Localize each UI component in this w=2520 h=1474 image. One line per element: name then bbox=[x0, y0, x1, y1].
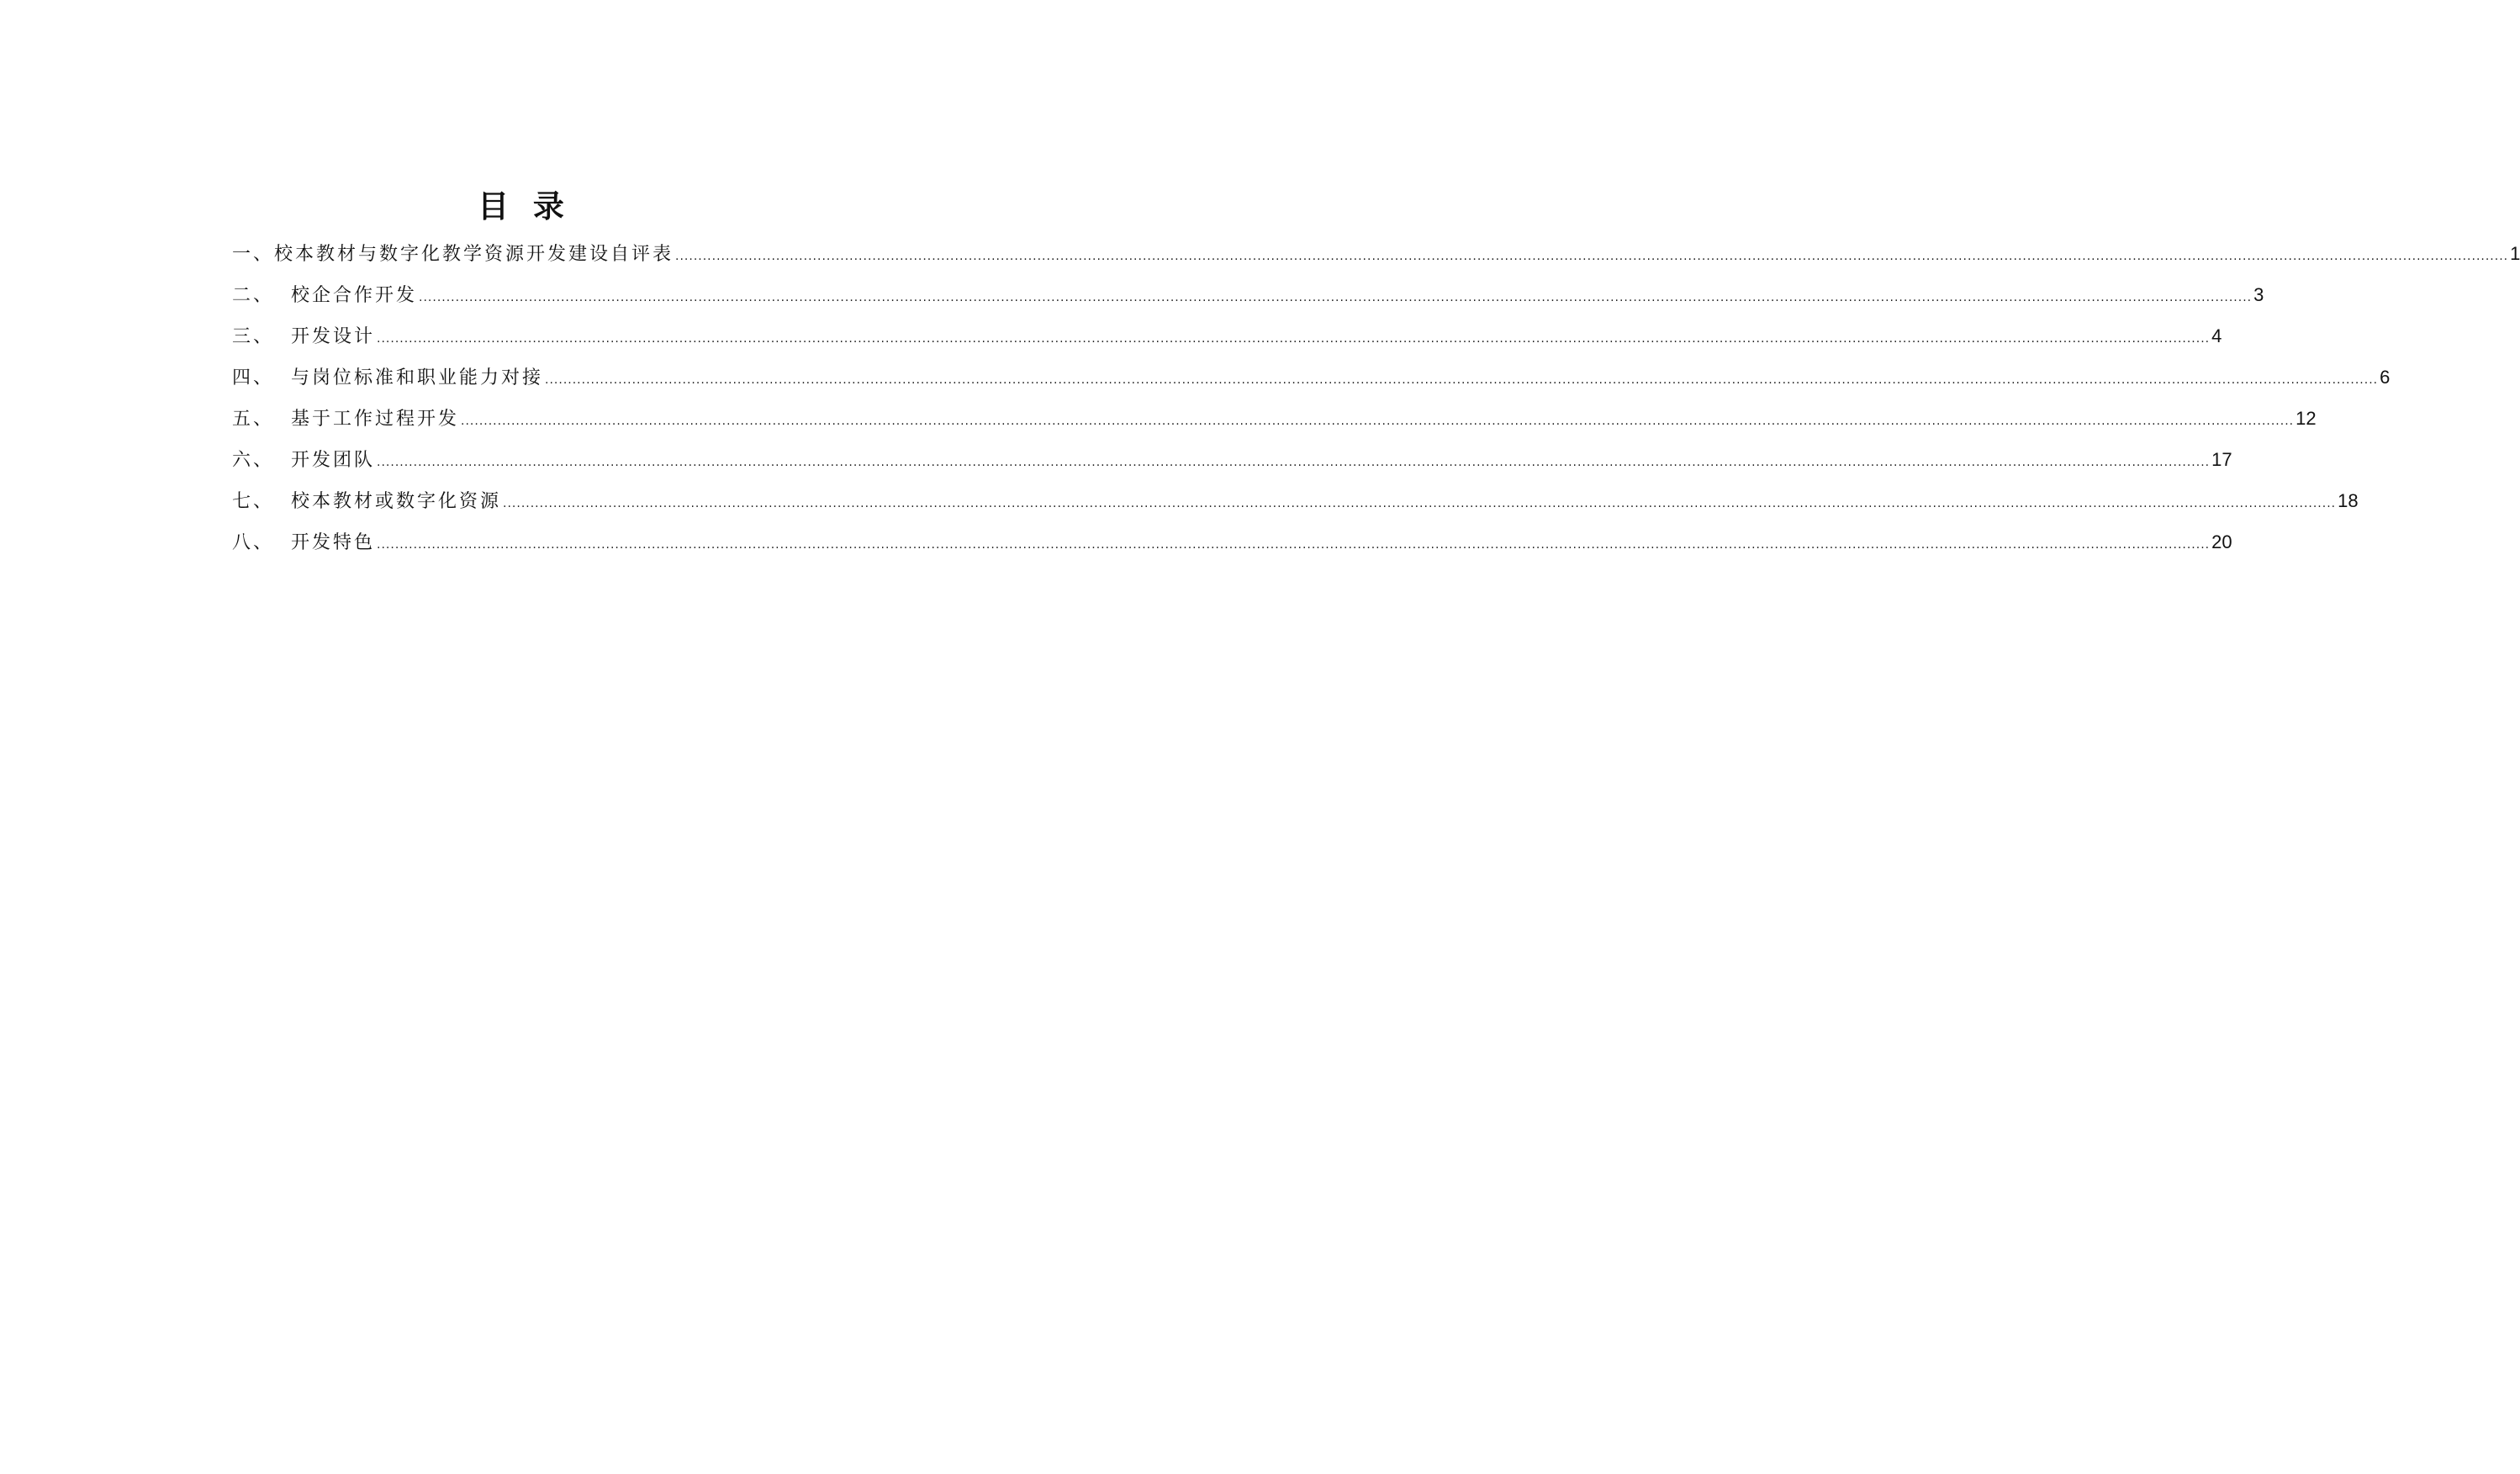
toc-leader-dots: ................................................................................................................................................................................................................................................................................................................................................................................................................ bbox=[419, 291, 2253, 304]
toc-entry-title: 校本教材或数字化资源 bbox=[291, 491, 502, 512]
toc-entry-number: 五、 bbox=[232, 409, 291, 430]
toc-entry[interactable] bbox=[232, 404, 2317, 445]
toc-entry-title: 开发特色 bbox=[291, 532, 376, 553]
toc-leader-dots: ................................................................................................................................................................................................................................................................................................................................................................................................................ bbox=[503, 497, 2337, 510]
toc-entry-number: 七、 bbox=[232, 491, 291, 512]
toc-entry[interactable] bbox=[232, 239, 2520, 280]
toc-leader-dots: ................................................................................................................................................................................................................................................................................................................................................................................................................ bbox=[377, 538, 2211, 552]
toc-leader-dots: ................................................................................................................................................................................................................................................................................................................................................................................................................ bbox=[377, 456, 2211, 469]
toc-entry-page: 17 bbox=[2211, 449, 2232, 470]
toc-leader-dots: ................................................................................................................................................................................................................................................................................................................................................................................................................ bbox=[545, 373, 2379, 387]
toc-entry-page: 4 bbox=[2211, 325, 2222, 346]
toc-entry[interactable] bbox=[232, 445, 2232, 486]
toc-entry-number: 二、 bbox=[232, 285, 291, 306]
toc-entry-page: 1 bbox=[2510, 243, 2520, 264]
toc-leader-dots: ................................................................................................................................................................................................................................................................................................................................................................................................................ bbox=[377, 332, 2211, 346]
toc-entry-page: 6 bbox=[2380, 367, 2391, 388]
toc-leader-dots: ................................................................................................................................................................................................................................................................................................................................................................................................................ bbox=[675, 250, 2509, 263]
toc-entry-number: 四、 bbox=[232, 367, 291, 388]
toc-leader-dots: ................................................................................................................................................................................................................................................................................................................................................................................................................ bbox=[461, 415, 2295, 428]
toc-title: 目 录 bbox=[478, 188, 565, 225]
toc-entry-page: 20 bbox=[2211, 531, 2232, 552]
toc-entry-page: 3 bbox=[2253, 284, 2264, 305]
toc-entry-page: 12 bbox=[2295, 408, 2317, 429]
toc-list bbox=[232, 239, 2520, 568]
toc-entry-title: 基于工作过程开发 bbox=[291, 409, 460, 430]
toc-entry[interactable] bbox=[232, 280, 2264, 321]
toc-entry[interactable] bbox=[232, 362, 2391, 404]
toc-entry-number: 三、 bbox=[232, 326, 291, 347]
toc-entry-title: 开发团队 bbox=[291, 450, 376, 471]
toc-entry-title: 校本教材与数字化教学资源开发建设自评表 bbox=[274, 244, 674, 265]
toc-entry-number: 六、 bbox=[232, 450, 291, 471]
toc-entry[interactable] bbox=[232, 321, 2222, 362]
toc-entry[interactable] bbox=[232, 486, 2359, 527]
toc-entry-title: 与岗位标准和职业能力对接 bbox=[291, 367, 544, 388]
toc-entry-title: 校企合作开发 bbox=[291, 285, 418, 306]
toc-entry-number: 八、 bbox=[232, 532, 291, 553]
toc-entry-number: 一、 bbox=[232, 244, 275, 265]
toc-entry[interactable] bbox=[232, 527, 2232, 568]
toc-entry-page: 18 bbox=[2338, 490, 2359, 511]
toc-entry-title: 开发设计 bbox=[291, 326, 376, 347]
